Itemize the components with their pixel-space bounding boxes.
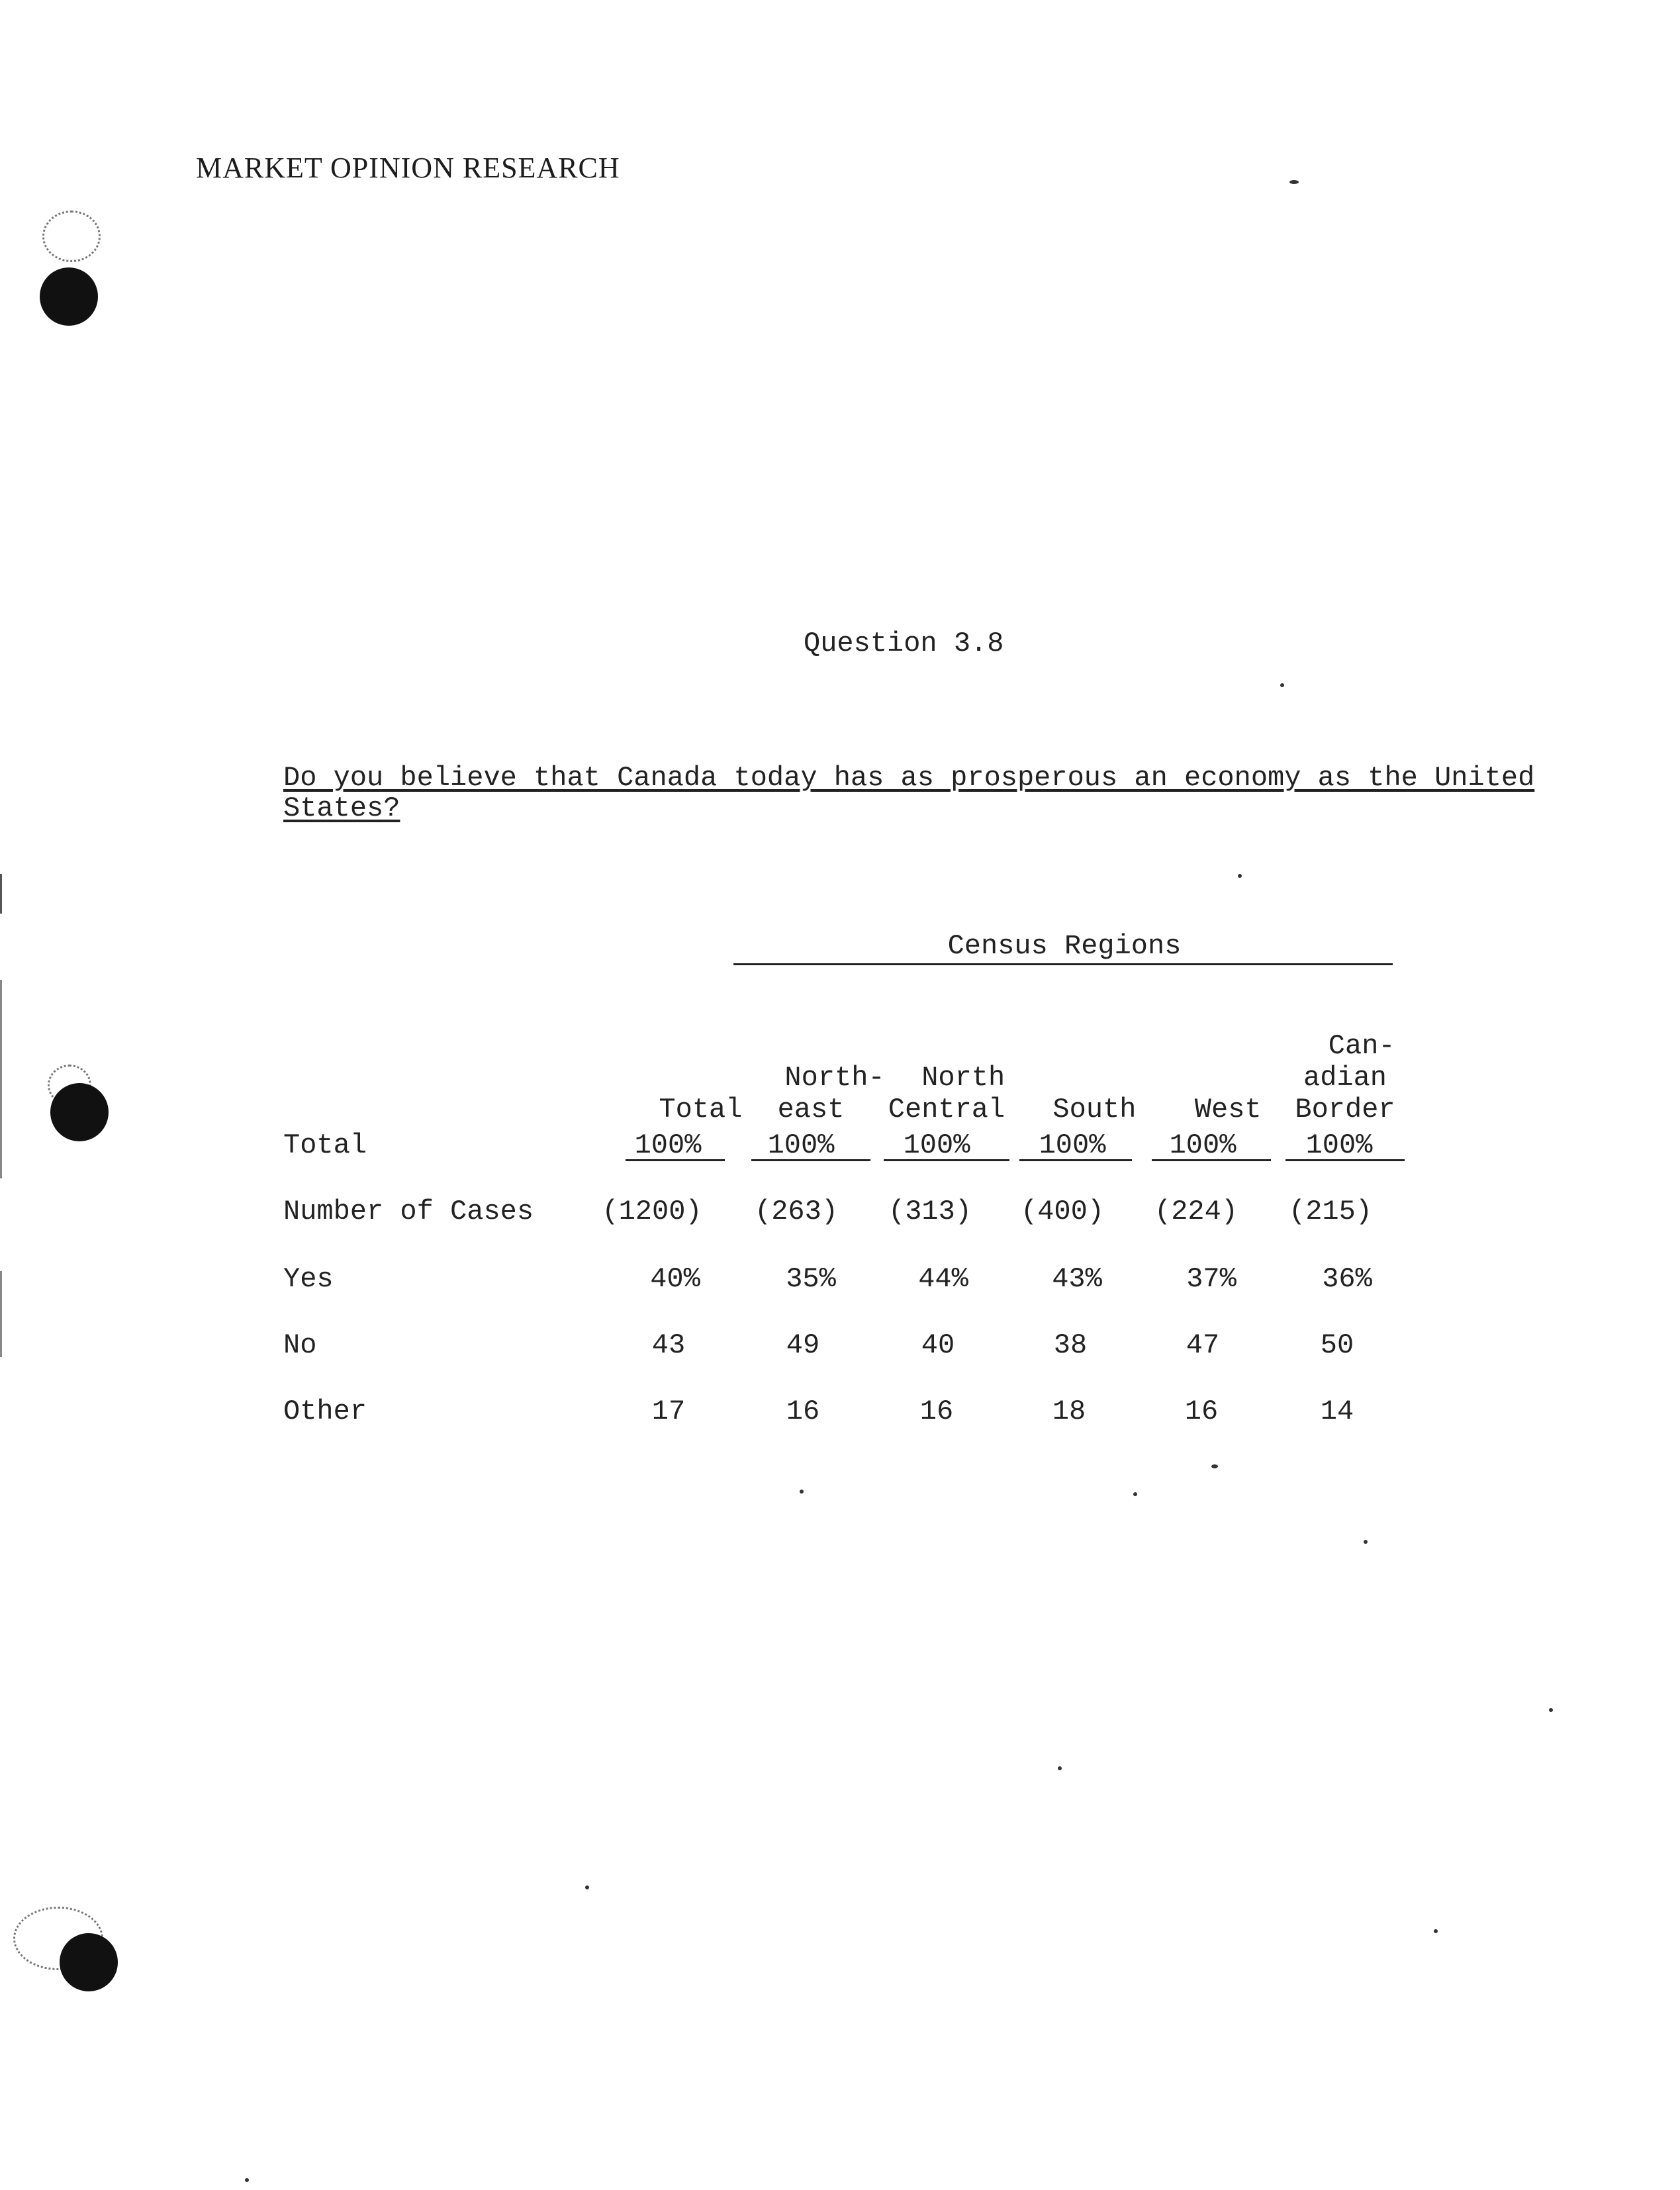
table-cell: (1200)	[602, 1196, 702, 1227]
table-cell: 37%	[1186, 1263, 1237, 1295]
table-cell: 100%	[1169, 1129, 1237, 1161]
table-cell: (263)	[754, 1196, 839, 1227]
scan-speck	[1211, 1464, 1218, 1468]
table-cell: 100%	[767, 1129, 835, 1161]
table-cell: 43%	[1052, 1263, 1102, 1295]
table-cell: 16	[919, 1396, 954, 1427]
table-cell: 47	[1186, 1329, 1220, 1361]
punch-hole	[40, 267, 98, 326]
margin-mark	[0, 1271, 2, 1357]
scan-speck	[1133, 1492, 1137, 1496]
table-cell: 17	[651, 1396, 686, 1427]
table-cell: 38	[1053, 1329, 1088, 1361]
organization-header: MARKET OPINION RESEARCH	[196, 152, 620, 184]
table-cell: 14	[1320, 1396, 1354, 1427]
table-cell: (400)	[1020, 1196, 1105, 1227]
scan-speck	[1364, 1540, 1368, 1544]
row-label-yes: Yes	[283, 1263, 334, 1295]
table-cell: 43	[651, 1329, 686, 1361]
table-cell: 100%	[634, 1129, 702, 1161]
table-cell: 16	[1184, 1396, 1219, 1427]
column-header-label: West	[1194, 1094, 1262, 1125]
scan-speck	[1280, 683, 1284, 687]
scan-speck	[1058, 1766, 1062, 1770]
table-cell: 49	[786, 1329, 820, 1361]
column-header-label: Can- adian Border	[1295, 1030, 1395, 1125]
question-text: Do you believe that Canada today has as prosperous an economy as the United States?	[283, 762, 1535, 824]
table-cell: 100%	[1305, 1129, 1373, 1161]
table-cell: (224)	[1154, 1196, 1238, 1227]
scan-speck	[1549, 1708, 1553, 1712]
scan-speck	[1289, 180, 1299, 184]
table-cell: (215)	[1288, 1196, 1373, 1227]
table-cell: 35%	[786, 1263, 836, 1295]
scan-speck	[1434, 1929, 1438, 1933]
table-cell: 100%	[1039, 1129, 1106, 1161]
question-title: Question 3.8	[804, 628, 1004, 659]
table-cell: 16	[786, 1396, 820, 1427]
table-cell: 40%	[650, 1263, 700, 1295]
table-cell: 50	[1320, 1329, 1354, 1361]
row-label-other: Other	[283, 1396, 367, 1427]
table-cell: 44%	[918, 1263, 968, 1295]
column-header-label: Total	[659, 1094, 743, 1125]
census-regions-label: Census Regions	[947, 930, 1182, 962]
column-header-label: North Central	[888, 1062, 1005, 1125]
row-label-no: No	[283, 1329, 317, 1361]
scan-speck	[585, 1885, 589, 1889]
table-cell: 36%	[1322, 1263, 1372, 1295]
scan-speck	[1238, 874, 1242, 878]
census-regions-rule	[733, 963, 1393, 965]
column-header-label: North- east	[777, 1062, 885, 1125]
margin-mark	[0, 874, 2, 914]
punch-hole-ring	[42, 211, 101, 262]
table-cell: 18	[1052, 1396, 1086, 1427]
table-cell: (313)	[888, 1196, 972, 1227]
table-cell: 100%	[903, 1129, 970, 1161]
column-header-label: South	[1052, 1094, 1137, 1125]
scan-speck	[800, 1490, 804, 1494]
punch-hole	[50, 1083, 109, 1141]
table-cell: 40	[921, 1329, 955, 1361]
margin-mark	[0, 980, 2, 1178]
row-label-total: Total	[283, 1129, 367, 1161]
row-label-number-of-cases: Number of Cases	[283, 1196, 534, 1227]
scan-speck	[245, 2178, 249, 2182]
punch-hole	[60, 1933, 118, 1991]
